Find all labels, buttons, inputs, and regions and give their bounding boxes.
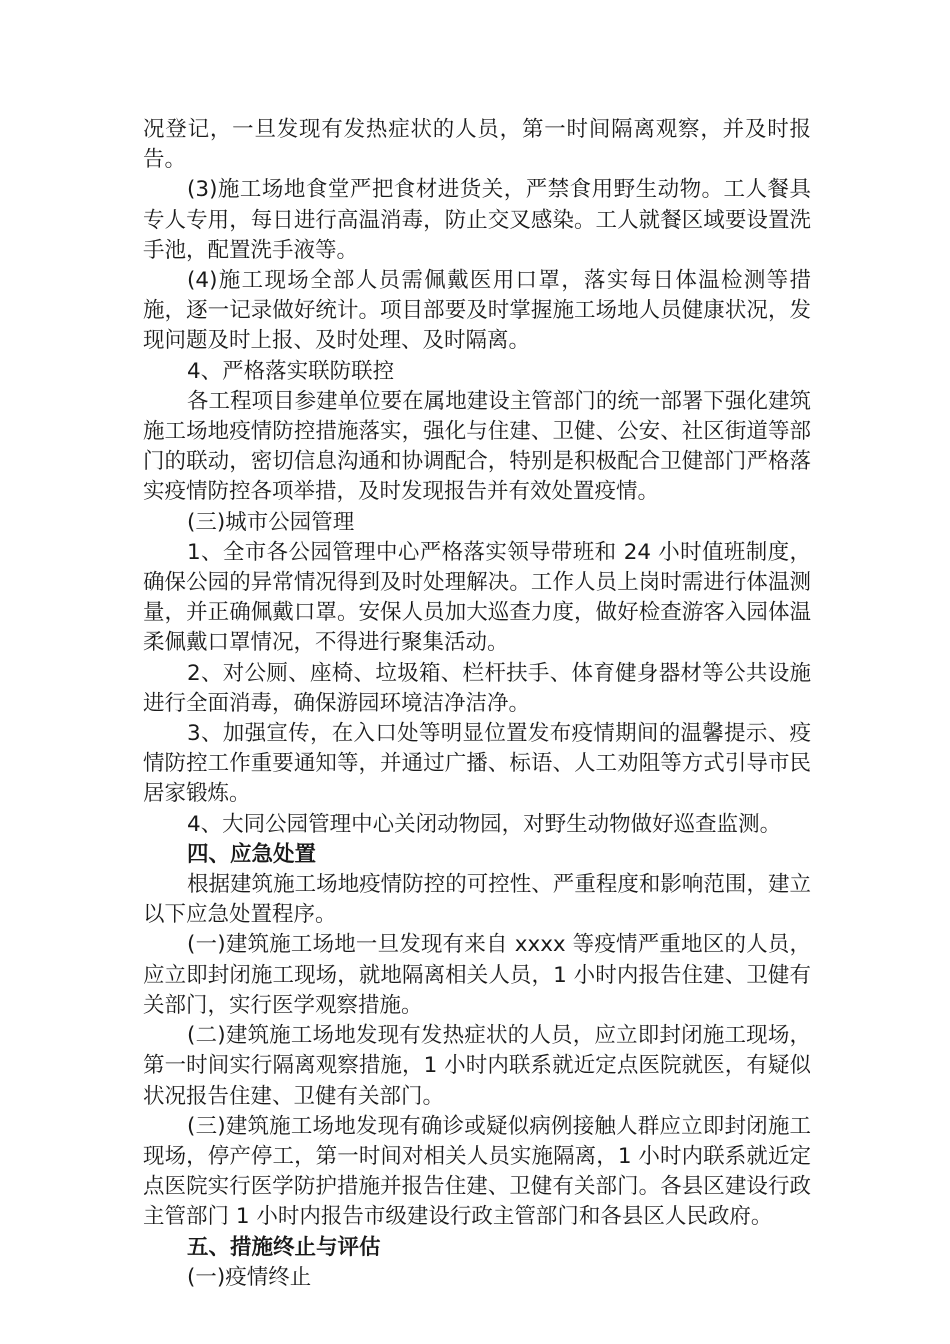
paragraph-continuation: 况登记，一旦发现有发热症状的人员，第一时间隔离观察，并及时报告。 [143,117,811,173]
section-heading-emergency: 四、应急处置 [187,841,317,867]
paragraph-emergency-intro: 根据建筑施工场地疫情防控的可控性、严重程度和影响范围，建立以下应急处置程序。 [143,872,811,928]
paragraph-park-publicity: 3、加强宣传，在入口处等明显位置发布疫情期间的温馨提示、疫情防控工作重要通知等，并通过广播、标语、人工劝阻等方式引导市民居家锻炼。 [143,721,811,807]
paragraph-zoo-closure: 4、大同公园管理中心关闭动物园，对野生动物做好巡查监测。 [187,811,782,837]
paragraph-canteen-rules: (3)施工场地食堂严把食材进货关，严禁食用野生动物。工人餐具专人专用，每日进行高温消毒，防止交叉感染。工人就餐区域要设置洗手池，配置洗手液等。 [143,177,811,263]
paragraph-emergency-2: (二)建筑施工场地发现有发热症状的人员，应立即封闭施工现场，第一时间实行隔离观察措施，1 小时内联系就近定点医院就医，有疑似状况报告住建、卫健有关部门。 [143,1023,811,1109]
subheading-joint-prevention: 4、严格落实联防联控 [187,358,395,384]
paragraph-mask-temperature: (4)施工现场全部人员需佩戴医用口罩，落实每日体温检测等措施，逐一记录做好统计。项目部要及时掌握施工场地人员健康状况，发现问题及时上报、及时处理、及时隔离。 [143,268,811,354]
paragraph-park-duty: 1、全市各公园管理中心严格落实领导带班和 24 小时值班制度，确保公园的异常情况得到及时处理解决。工作人员上岗时需进行体温测量，并正确佩戴口罩。安保人员加大巡查力度，做好检查游客入园体温柔佩戴口罩情况，不得进行聚集活动。 [143,539,811,656]
section-heading-termination: 五、措施终止与评估 [187,1234,381,1260]
paragraph-joint-prevention: 各工程项目参建单位要在属地建设主管部门的统一部署下强化建筑施工场地疫情防控措施落实，强化与住建、卫健、公安、社区街道等部门的联动，密切信息沟通和协调配合，特别是积极配合卫健部门严格落实疫情防控各项举措，及时发现报告并有效处置疫情。 [143,388,811,505]
paragraph-emergency-1: (一)建筑施工场地一旦发现有来自 xxxx 等疫情严重地区的人员，应立即封闭施工现场，就地隔离相关人员，1 小时内报告住建、卫健有关部门，实行医学观察措施。 [143,932,811,1018]
document-body [143,115,811,1293]
paragraph-park-disinfection: 2、对公厕、座椅、垃圾箱、栏杆扶手、体育健身器材等公共设施进行全面消毒，确保游园环境洁净洁净。 [143,660,811,716]
paragraph-emergency-3: (三)建筑施工场地发现有确诊或疑似病例接触人群应立即封闭施工现场，停产停工，第一时间对相关人员实施隔离，1 小时内联系就近定点医院实行医学防护措施并报告住建、卫健有关部门。各县区建设行政主管部门 1 小时内报告市级建设行政主管部门和各县区人民政府。 [143,1113,811,1230]
subheading-city-parks: (三)城市公园管理 [187,509,355,535]
subheading-epidemic-end: (一)疫情终止 [187,1264,312,1290]
